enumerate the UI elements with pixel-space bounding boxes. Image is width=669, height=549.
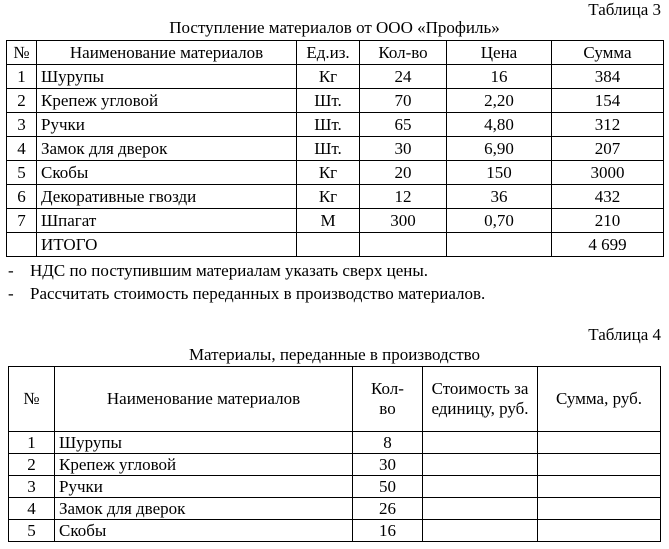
table4-header-cell: Наименование материалов <box>55 367 353 432</box>
table3-cell: 4,80 <box>447 113 552 137</box>
table4-cell <box>423 498 538 520</box>
table-row <box>7 233 664 257</box>
table-row <box>7 113 664 137</box>
table-row <box>7 185 664 209</box>
table-row <box>9 520 661 542</box>
table-row <box>7 161 664 185</box>
table3-header-cell: Кол-во <box>360 41 447 65</box>
table4-cell <box>423 454 538 476</box>
table3-cell <box>447 233 552 257</box>
table4-cell <box>538 498 661 520</box>
table4-cell: 8 <box>353 432 423 454</box>
table4-cell: 1 <box>9 432 55 454</box>
table3-cell: ИТОГО <box>37 233 297 257</box>
table4-cell <box>538 432 661 454</box>
table3-cell: М <box>297 209 360 233</box>
table3-cell: Декоративные гвозди <box>37 185 297 209</box>
table3-cell: Ручки <box>37 113 297 137</box>
table3-header-cell: Ед.из. <box>297 41 360 65</box>
table4 <box>8 366 661 542</box>
table3-cell: 2 <box>7 89 37 113</box>
table3-cell: 7 <box>7 209 37 233</box>
table3-cell: Шт. <box>297 137 360 161</box>
table3-cell <box>297 233 360 257</box>
table3-cell: 16 <box>447 65 552 89</box>
table-row <box>9 432 661 454</box>
table4-cell: 50 <box>353 476 423 498</box>
note-bullet: - <box>8 261 14 280</box>
table3-cell: Скобы <box>37 161 297 185</box>
note-bullet: - <box>8 284 14 303</box>
table3-cell: Кг <box>297 185 360 209</box>
table3-cell: 3000 <box>552 161 664 185</box>
table4-cell: 16 <box>353 520 423 542</box>
table3-cell: 12 <box>360 185 447 209</box>
table4-cell <box>423 520 538 542</box>
table4-cell: 4 <box>9 498 55 520</box>
table-row <box>9 454 661 476</box>
table-row <box>7 209 664 233</box>
table4-cell: 2 <box>9 454 55 476</box>
table3-cell: Шт. <box>297 89 360 113</box>
table3-cell: Кг <box>297 65 360 89</box>
table3-header-cell: № <box>7 41 37 65</box>
table4-cell: 3 <box>9 476 55 498</box>
table3-cell: 65 <box>360 113 447 137</box>
table3-cell <box>360 233 447 257</box>
table4-cell: 5 <box>9 520 55 542</box>
table3-cell: 150 <box>447 161 552 185</box>
table3-cell <box>7 233 37 257</box>
table3-cell: 6 <box>7 185 37 209</box>
table3-cell: 20 <box>360 161 447 185</box>
table-row <box>9 498 661 520</box>
table3-label: Таблица 3 <box>588 0 661 19</box>
table4-cell <box>538 454 661 476</box>
table3-cell: Шпагат <box>37 209 297 233</box>
table3-cell: 207 <box>552 137 664 161</box>
table3-cell: Крепеж угловой <box>37 89 297 113</box>
table3-cell: 2,20 <box>447 89 552 113</box>
table4-header-row <box>9 367 661 432</box>
table4-cell: Скобы <box>55 520 353 542</box>
table3-cell: Шурупы <box>37 65 297 89</box>
note-text: НДС по поступившим материалам указать сверх цены. <box>30 261 429 280</box>
table3-cell: 30 <box>360 137 447 161</box>
table3-cell: 4 699 <box>552 233 664 257</box>
table4-cell: Крепеж угловой <box>55 454 353 476</box>
note-text: Рассчитать стоимость переданных в производство материалов. <box>30 284 486 303</box>
table4-header-cell: № <box>9 367 55 432</box>
table-row <box>9 476 661 498</box>
table3-title: Поступление материалов от ООО «Профиль» <box>169 18 500 37</box>
table-row <box>7 137 664 161</box>
table4-header-cell: Стоимость за единицу, руб. <box>423 367 538 432</box>
table3-cell: Замок для дверок <box>37 137 297 161</box>
table4-cell <box>538 520 661 542</box>
table3-cell: 4 <box>7 137 37 161</box>
table4-cell <box>423 432 538 454</box>
table3-cell: 384 <box>552 65 664 89</box>
table3-cell: 36 <box>447 185 552 209</box>
table3-header-cell: Наименование материалов <box>37 41 297 65</box>
table3-header-row <box>7 41 664 65</box>
table3-cell: 6,90 <box>447 137 552 161</box>
table4-label: Таблица 4 <box>588 325 661 344</box>
table-row <box>7 65 664 89</box>
table3-cell: 1 <box>7 65 37 89</box>
table4-cell <box>423 476 538 498</box>
table4-title: Материалы, переданные в производство <box>188 345 481 364</box>
table3-cell: 154 <box>552 89 664 113</box>
table3 <box>6 40 664 257</box>
table3-cell: 432 <box>552 185 664 209</box>
table3-header-cell: Сумма <box>552 41 664 65</box>
table3-cell: 0,70 <box>447 209 552 233</box>
note-item <box>8 284 485 304</box>
table3-cell: 210 <box>552 209 664 233</box>
table3-cell: Шт. <box>297 113 360 137</box>
table3-cell: 3 <box>7 113 37 137</box>
table4-cell: 26 <box>353 498 423 520</box>
table4-cell: Ручки <box>55 476 353 498</box>
table3-cell: 70 <box>360 89 447 113</box>
table4-cell: 30 <box>353 454 423 476</box>
table4-cell: Шурупы <box>55 432 353 454</box>
table4-cell <box>538 476 661 498</box>
note-item <box>8 261 428 281</box>
table3-cell: 312 <box>552 113 664 137</box>
table3-header-cell: Цена <box>447 41 552 65</box>
table3-cell: 5 <box>7 161 37 185</box>
table3-cell: 24 <box>360 65 447 89</box>
table-row <box>7 89 664 113</box>
table4-header-cell: Кол-во <box>353 367 423 432</box>
table4-cell: Замок для дверок <box>55 498 353 520</box>
table3-cell: 300 <box>360 209 447 233</box>
table4-header-cell: Сумма, руб. <box>538 367 661 432</box>
table3-cell: Кг <box>297 161 360 185</box>
